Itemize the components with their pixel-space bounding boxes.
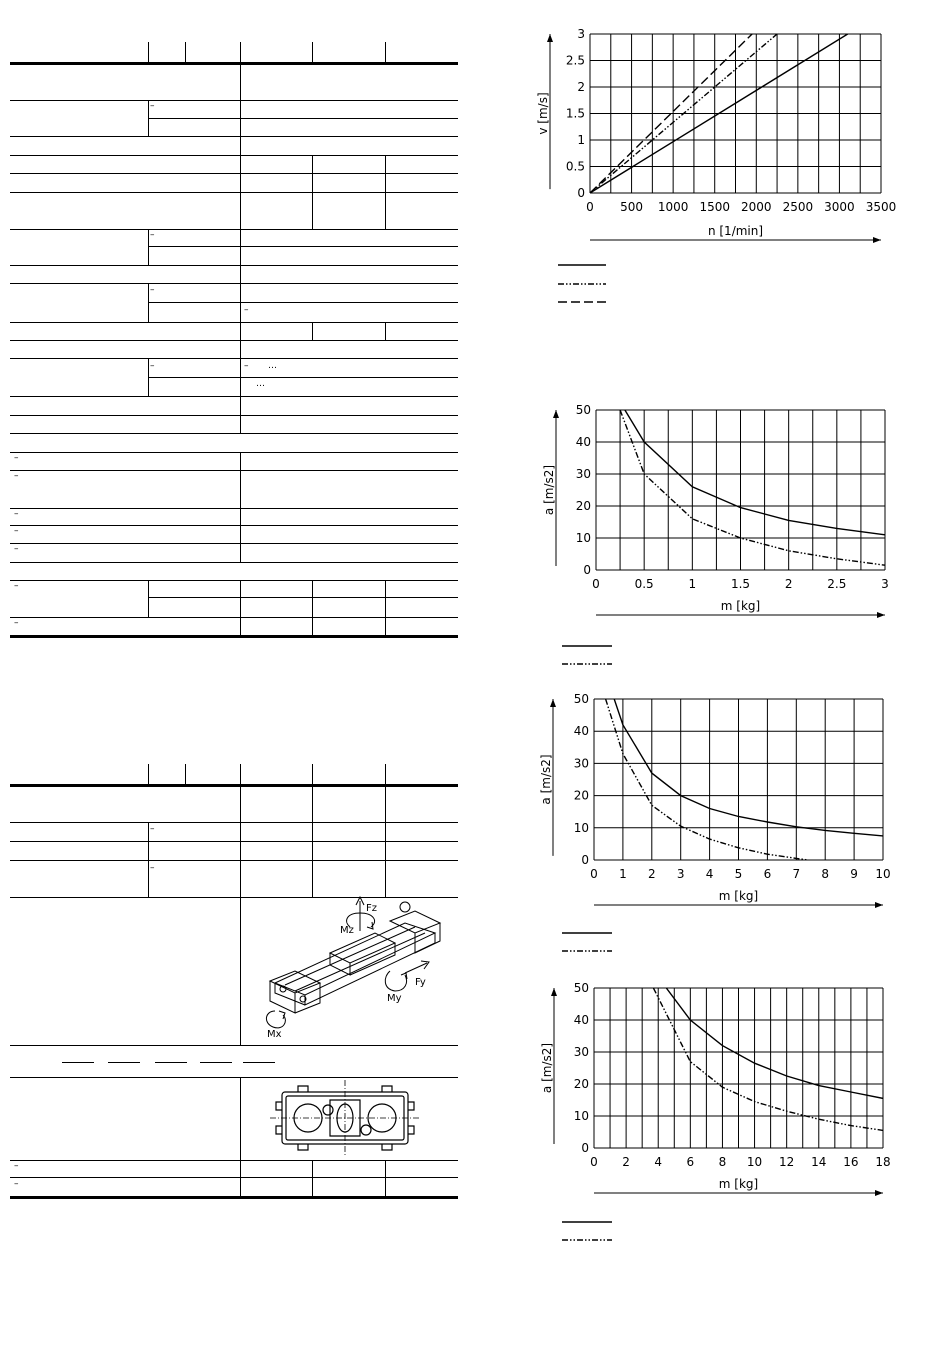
chart3-x-tick-label: 6 [763, 867, 772, 881]
chart2-x-tick-label: 0 [592, 577, 600, 591]
chart4-x-tick-label: 10 [746, 1155, 763, 1169]
chart4-series-2 [653, 988, 883, 1130]
chart1-y-tick-label: 0 [577, 186, 585, 200]
chart1-y-tick-label: 2.5 [565, 53, 585, 68]
chart4-x-axis-label: m [kg] [718, 1177, 759, 1191]
table-mark: – [14, 618, 19, 628]
chart3-y-tick-label: 40 [573, 724, 589, 739]
chart2-y-axis-label: a [m/s2] [542, 464, 556, 516]
chart2-x-axis-arrowhead [877, 612, 885, 618]
chart1-y-tick-label: 1 [577, 133, 585, 147]
chart4-y-tick-label: 20 [573, 1077, 589, 1091]
chart2-x-tick-label: 0.5 [634, 577, 654, 591]
chart1-x-tick-label: 3000 [824, 200, 855, 214]
table-mark: – [14, 453, 19, 463]
chart3-series-2 [606, 699, 808, 860]
table-mark: – [150, 863, 155, 873]
chart2-x-tick-label: 1.5 [730, 577, 751, 591]
chart2-x-tick-label: 2.5 [827, 577, 847, 591]
chart4-x-tick-label: 6 [686, 1155, 695, 1169]
chart1-x-tick-label: 500 [620, 200, 644, 214]
chart1-x-axis-arrowhead [873, 237, 881, 243]
chart3-y-tick-label: 10 [573, 820, 589, 835]
chart4-y-axis-arrowhead [551, 988, 557, 996]
chart1-y-axis-label: v [m/s] [536, 92, 550, 135]
chart1-x-axis-label: n [1/min] [707, 224, 764, 238]
chart2-series-1 [625, 410, 885, 535]
table-mark: – [150, 285, 155, 295]
chart1-x-tick-label: 2000 [741, 200, 772, 214]
chart2-y-tick-label: 10 [575, 531, 591, 545]
chart1-y-axis-arrowhead [547, 34, 553, 42]
chart4-x-tick-label: 4 [654, 1155, 663, 1169]
table-mark: – [14, 526, 19, 536]
chart2-y-tick-label: 50 [575, 403, 591, 417]
chart4-x-tick-label: 8 [718, 1155, 727, 1169]
chart4-y-tick-label: 30 [573, 1045, 589, 1059]
chart3-x-tick-label: 9 [850, 867, 858, 881]
chart4-x-tick-label: 0 [590, 1155, 598, 1169]
chart2-y-tick-label: 30 [575, 467, 591, 481]
table-mark: – [150, 101, 155, 111]
table-mark: – [150, 361, 155, 371]
chart1-y-tick-label: 0.5 [565, 159, 585, 174]
chart4-y-tick-label: 0 [581, 1141, 589, 1155]
table-mark: – [14, 1161, 19, 1171]
chart4-y-tick-label: 50 [573, 981, 589, 995]
chart3-x-axis-label: m [kg] [718, 889, 759, 903]
chart3-x-tick-label: 3 [676, 867, 685, 881]
chart1-y-tick-label: 2 [577, 80, 585, 94]
chart2-x-axis-label: m [kg] [720, 599, 761, 613]
table-mark: – [14, 1179, 19, 1189]
chart3-y-tick-label: 20 [573, 788, 589, 803]
my-label: My [387, 993, 402, 1004]
chart3-x-tick-label: 0 [590, 867, 598, 881]
chart2-x-tick-label: 1 [688, 577, 697, 591]
chart4-x-tick-label: 12 [779, 1155, 795, 1169]
table-mark: – [150, 230, 155, 240]
chart3-y-axis-arrowhead [550, 699, 556, 707]
chart3-x-tick-label: 2 [647, 867, 656, 881]
chart1-x-tick-label: 2500 [782, 200, 814, 214]
table-mark: – [150, 824, 155, 834]
fy-label: Fy [415, 977, 426, 988]
chart3-x-tick-label: 1 [619, 867, 627, 881]
fz-label: Fz [366, 903, 378, 914]
table-mark: – [14, 581, 19, 591]
chart2-x-tick-label: 2 [784, 577, 793, 591]
table-mark: … [256, 379, 265, 389]
chart3-y-tick-label: 0 [581, 853, 589, 867]
chart4-x-tick-label: 18 [875, 1155, 891, 1169]
mx-label: Mx [267, 1029, 282, 1038]
table-mark: … [268, 361, 277, 371]
chart3-x-tick-label: 8 [821, 867, 830, 881]
chart4-x-tick-label: 2 [622, 1155, 630, 1169]
chart3-x-tick-label: 10 [875, 867, 891, 881]
chart4-y-tick-label: 10 [573, 1109, 589, 1123]
chart1-x-tick-label: 3500 [865, 200, 897, 214]
table-mark: – [14, 509, 19, 519]
chart4-x-tick-label: 14 [811, 1155, 827, 1169]
chart3-y-tick-label: 30 [573, 756, 589, 771]
chart3-y-axis-label: a [m/s2] [539, 754, 553, 805]
chart2-y-tick-label: 20 [575, 499, 591, 513]
table-mark: – [244, 361, 249, 371]
chart3-y-tick-label: 50 [573, 692, 589, 706]
chart4-x-tick-label: 16 [843, 1155, 859, 1169]
chart3-x-tick-label: 7 [792, 867, 801, 881]
mz-label: Mz [340, 925, 354, 936]
chart3-x-axis-arrowhead [875, 902, 883, 908]
chart4-x-axis-arrowhead [875, 1190, 883, 1196]
chart3-series-1 [614, 699, 883, 836]
table-mark: – [14, 544, 19, 554]
chart2-x-tick-label: 3 [881, 577, 889, 591]
chart4-y-axis-label: a [m/s2] [540, 1042, 554, 1094]
chart2-y-tick-label: 0 [583, 563, 591, 577]
chart3-x-tick-label: 5 [734, 867, 743, 881]
chart1-y-tick-label: 3 [577, 27, 585, 41]
table-mark: – [14, 471, 19, 481]
chart1-x-tick-label: 1000 [657, 200, 689, 214]
chart1-y-tick-label: 1.5 [565, 106, 585, 121]
table-mark: – [244, 305, 249, 315]
chart2-y-axis-arrowhead [553, 410, 559, 418]
chart4-y-tick-label: 40 [573, 1013, 589, 1027]
chart2-y-tick-label: 40 [575, 435, 591, 449]
chart1-x-tick-label: 0 [586, 200, 594, 214]
chart2-series-2 [620, 410, 885, 565]
chart1-x-tick-label: 1500 [699, 200, 730, 214]
chart3-x-tick-label: 4 [705, 867, 714, 881]
